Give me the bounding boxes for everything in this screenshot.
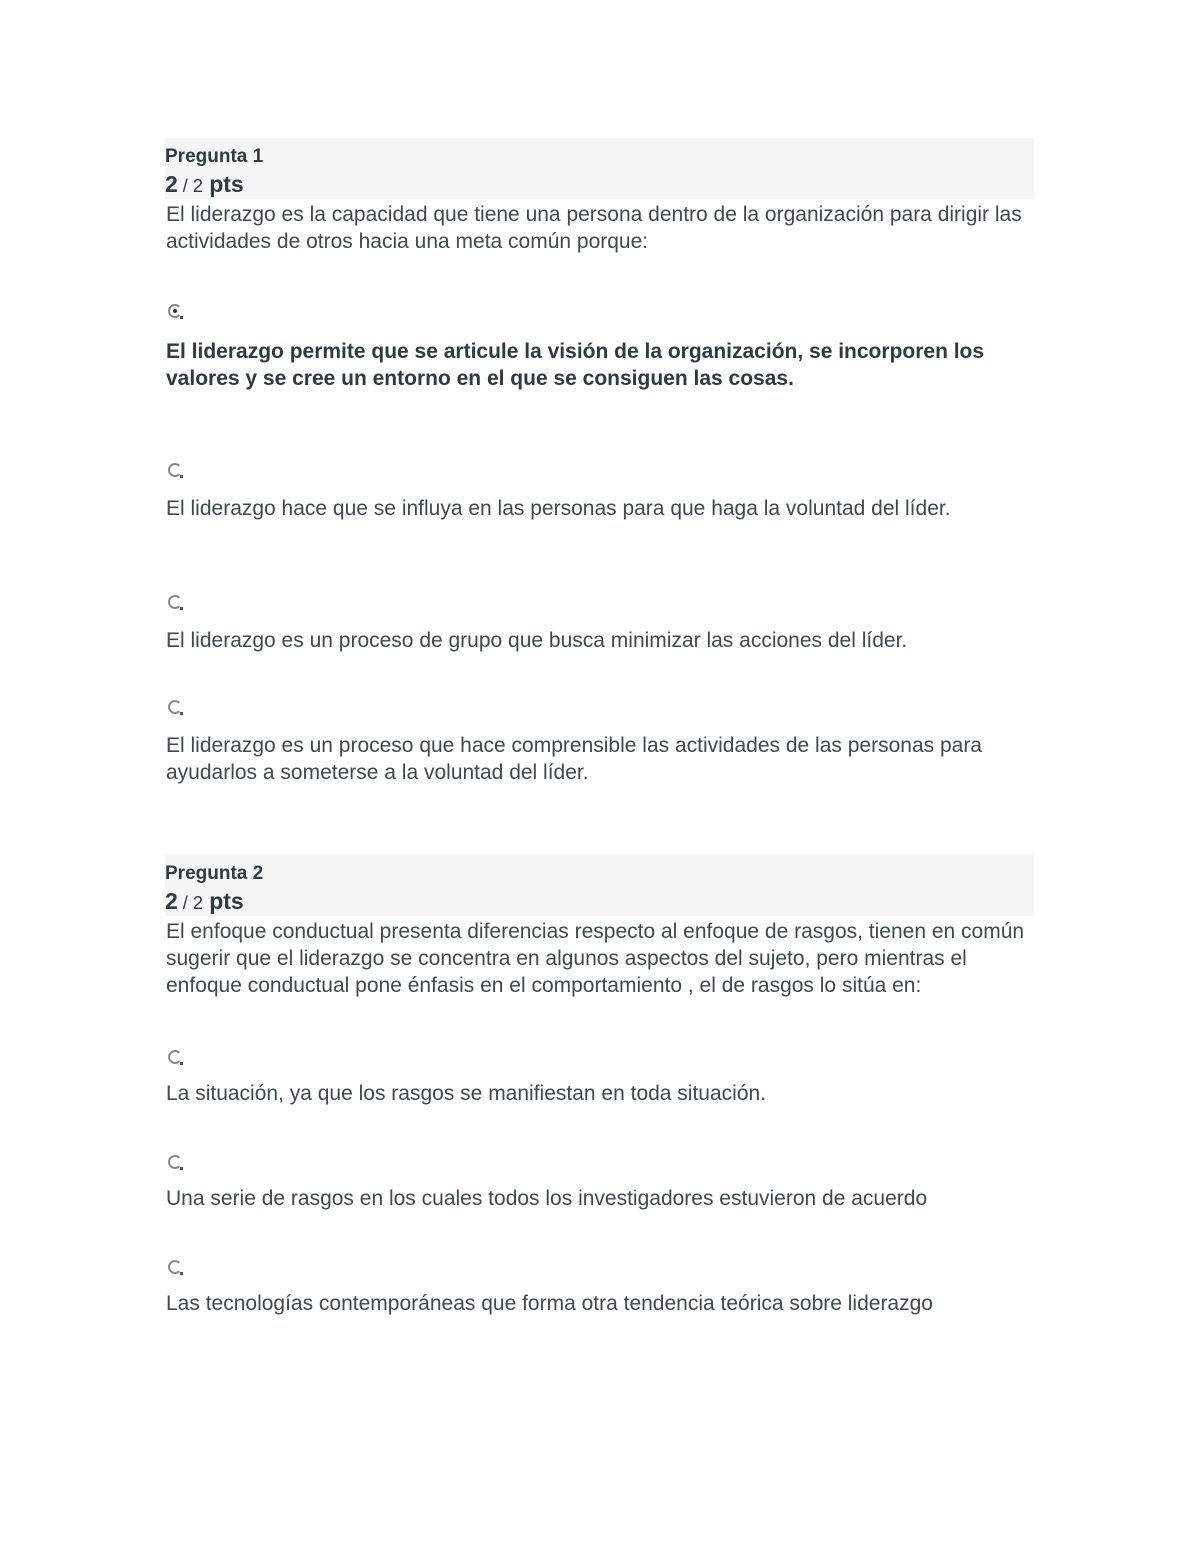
- score-earned: 2: [165, 171, 178, 197]
- answer-text: Una serie de rasgos en los cuales todos los investigadores estuvieron de acuerdo: [166, 1187, 928, 1210]
- score-separator: /: [177, 176, 193, 196]
- question-1: [165, 138, 1034, 784]
- question-header: [165, 855, 1034, 916]
- question-header: [165, 138, 1034, 199]
- question-2: [165, 855, 1034, 1315]
- answer-text: El liderazgo es un proceso de grupo que busca minimizar las acciones del líder.: [166, 629, 908, 652]
- question-title: Pregunta 1: [165, 146, 264, 167]
- radio-icon[interactable]: [168, 595, 182, 609]
- question-text: El liderazgo es la capacidad que tiene una persona dentro de la organización para dirigir las actividades de otros hacia una meta común porque:: [166, 203, 1022, 253]
- answer-text: Las tecnologías contemporáneas que forma otra tendencia teórica sobre liderazgo: [166, 1292, 933, 1315]
- answer-text: El liderazgo hace que se influya en las personas para que haga la voluntad del líder.: [166, 497, 951, 520]
- radio-icon[interactable]: [168, 700, 182, 714]
- score-unit: pts: [202, 888, 244, 914]
- radio-icon[interactable]: [168, 1155, 182, 1169]
- radio-icon[interactable]: [168, 463, 182, 477]
- radio-icon[interactable]: [168, 1260, 182, 1274]
- score-total: 2: [192, 893, 203, 913]
- radio-selected-icon[interactable]: [168, 304, 182, 318]
- question-score: [165, 888, 244, 915]
- score-earned: 2: [165, 888, 178, 914]
- score-unit: pts: [202, 171, 244, 197]
- answer-text: El liderazgo es un proceso que hace comprensible las actividades de las personas para ayudarlos a someterse a la voluntad del líder.: [166, 734, 982, 784]
- score-total: 2: [192, 176, 203, 196]
- answer-text: El liderazgo permite que se articule la visión de la organización, se incorporen los valores y se cree un entorno en el que se consiguen las cosas.: [166, 340, 985, 390]
- question-score: [165, 171, 244, 198]
- score-separator: /: [177, 893, 193, 913]
- question-text: El enfoque conductual presenta diferencias respecto al enfoque de rasgos, tienen en común sugerir que el liderazgo se concentra en algunos aspectos del sujeto, pero mientras el enfoque conductual pone énfasis en el comportamiento , el de rasgos lo sitúa en:: [166, 920, 1025, 997]
- question-title: Pregunta 2: [165, 863, 264, 884]
- answer-text: La situación, ya que los rasgos se manifiestan en toda situación.: [166, 1082, 767, 1105]
- radio-icon[interactable]: [168, 1050, 182, 1064]
